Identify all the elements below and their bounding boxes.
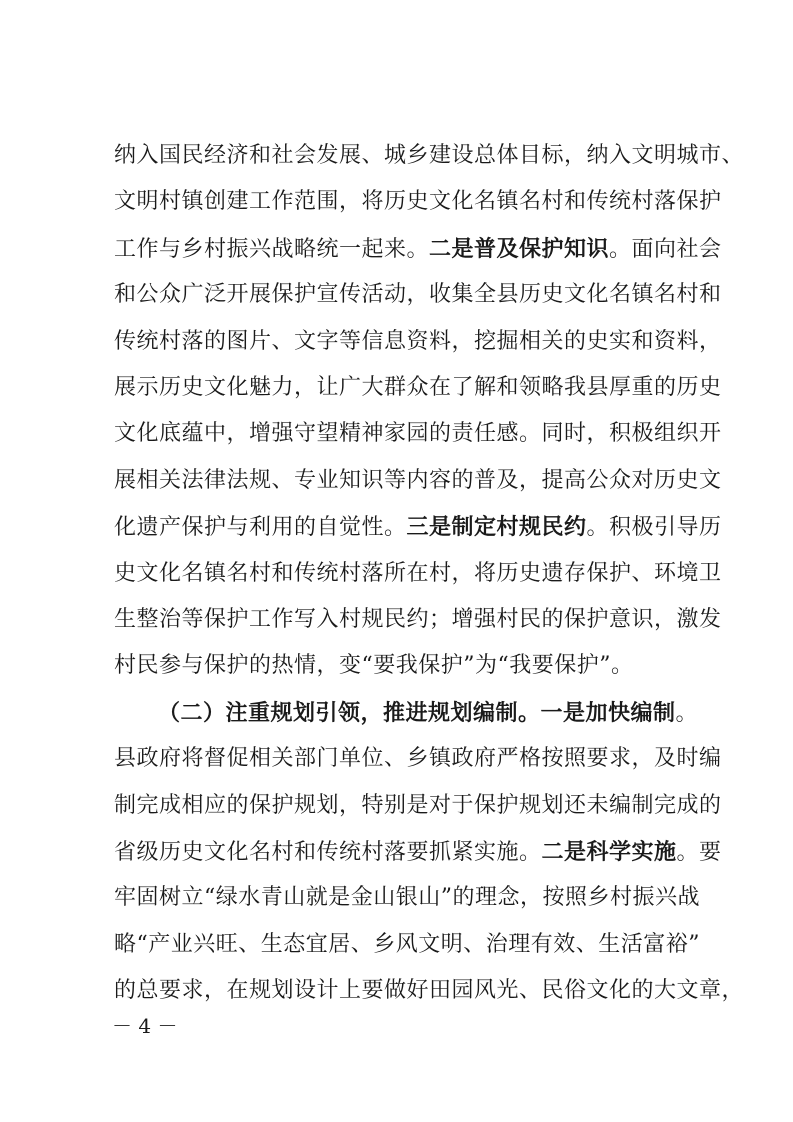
text-line <box>114 830 722 874</box>
text-run: 生整治等保护工作写入村规民约；增强村民的保护意识，激发 <box>114 607 722 632</box>
text-run: 和公众广泛开展保护宣传活动，收集全县历史文化名镇名村和 <box>114 282 722 308</box>
text-line <box>114 598 722 642</box>
text-run: 。要 <box>676 840 722 865</box>
text-line <box>114 923 700 967</box>
text-line <box>114 784 722 828</box>
page-number: － 4 － <box>112 1014 178 1038</box>
text-run: 制完成相应的保护规划，特别是对于保护规划还未编制完成的 <box>114 792 722 818</box>
text-line <box>114 180 722 224</box>
bold-text-run: 三是制定村规民约 <box>406 514 587 541</box>
text-run: 展相关法律法规、专业知识等内容的普及，提高公众对历史文 <box>114 467 722 493</box>
text-line <box>114 876 700 920</box>
text-line <box>114 552 722 596</box>
text-run: 。积极引导历 <box>586 515 722 541</box>
text-line <box>114 320 722 364</box>
text-run: 。 <box>675 700 699 726</box>
text-run: 文化底蕴中，增强守望精神家园的责任感。同时，积极组织开 <box>114 421 722 447</box>
text-line <box>158 691 699 735</box>
text-line <box>114 505 722 549</box>
text-line <box>114 459 722 503</box>
text-run: 省级历史文化名村和传统村落要抓紧实施。 <box>114 840 542 865</box>
text-line <box>114 412 722 456</box>
text-run: 史文化名镇名村和传统村落所在村，将历史遗存保护、环境卫 <box>114 560 722 586</box>
text-line <box>114 227 722 271</box>
text-line <box>114 366 722 410</box>
bold-text-run: 二是普及保护知识 <box>429 235 610 262</box>
text-run: 的总要求，在规划设计上要做好田园风光、民俗文化的大文章， <box>114 978 745 1004</box>
text-line <box>114 737 722 781</box>
text-run: 工作与乡村振兴战略统一起来。 <box>114 236 430 262</box>
text-run: 县政府将督促相关部门单位、乡镇政府严格按照要求，及时编 <box>114 746 722 772</box>
text-line <box>114 134 745 178</box>
bold-text-run: （二）注重规划引领，推进规划编制。一是加快编制 <box>158 699 676 726</box>
text-run: 传统村落的图片、文字等信息资料，挖掘相关的史实和资料， <box>114 328 722 354</box>
text-run: 文明村镇创建工作范围，将历史文化名镇名村和传统村落保护 <box>114 189 722 215</box>
text-run: 化遗产保护与利用的自觉性。 <box>114 515 407 541</box>
text-run: 。面向社会 <box>609 236 722 262</box>
text-line <box>114 273 722 317</box>
text-run: 牢固树立“绿水青山就是金山银山”的理念，按照乡村振兴战 <box>114 885 700 911</box>
bold-text-run: 二是科学实施 <box>541 839 677 865</box>
text-run: 略“产业兴旺、生态宜居、乡风文明、治理有效、生活富裕” <box>114 931 700 957</box>
text-line <box>114 644 680 688</box>
text-run: 纳入国民经济和社会发展、城乡建设总体目标，纳入文明城市、 <box>114 143 745 168</box>
text-line <box>114 969 745 1013</box>
text-run: 展示历史文化魅力，让广大群众在了解和领略我县厚重的历史 <box>114 375 722 400</box>
text-run: 村民参与保护的热情，变“要我保护”为“我要保护”。 <box>114 653 634 679</box>
